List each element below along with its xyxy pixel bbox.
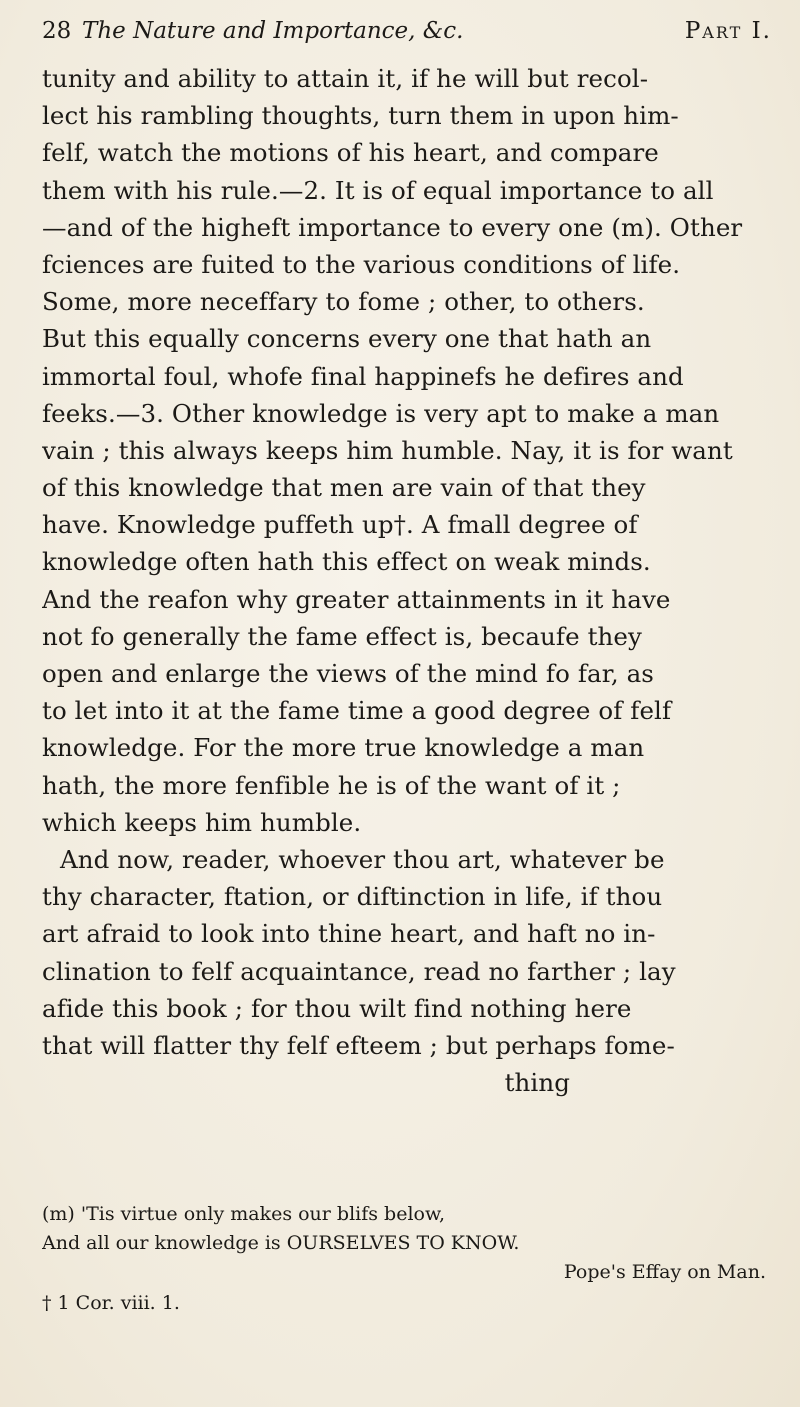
text-line: of this knowledge that men are vain of that they bbox=[42, 473, 646, 503]
text-line: —and of the higheft importance to every one (m). Other bbox=[42, 212, 743, 242]
text-line: immortal foul, whofe final happinefs he defires and bbox=[42, 361, 684, 391]
footnotes bbox=[42, 1200, 770, 1318]
text-line: which keeps him humble. bbox=[42, 807, 362, 837]
text-line: them with his rule.—2. It is of equal importance to all bbox=[42, 175, 714, 205]
body-text bbox=[42, 60, 770, 1101]
catchword: thing bbox=[504, 1068, 570, 1098]
text-line: felf, watch the motions of his heart, and compare bbox=[42, 138, 659, 168]
footnote-m-source: Pope's Effay on Man. bbox=[563, 1261, 766, 1283]
text-line: to let into it at the fame time a good degree of felf bbox=[42, 696, 672, 726]
footnote-m-line: (m) 'Tis virtue only makes our blifs below, bbox=[42, 1203, 446, 1225]
text-line: And the reafon why greater attainments in it have bbox=[42, 584, 671, 614]
running-title: The Nature and Importance, &c. bbox=[82, 18, 464, 44]
page-number: 28 bbox=[42, 18, 72, 44]
text-line: afide this book ; for thou wilt find nothing here bbox=[42, 993, 632, 1023]
footnote-dagger: † 1 Cor. viii. 1. bbox=[42, 1292, 180, 1314]
text-line: knowledge. For the more true knowledge a man bbox=[42, 733, 645, 763]
text-line: Some, more neceffary to fome ; other, to others. bbox=[42, 287, 645, 317]
text-line: art afraid to look into thine heart, and haft no in- bbox=[42, 919, 656, 949]
text-line: thy character, ftation, or diftinction in life, if thou bbox=[42, 882, 663, 912]
text-line: lect his rambling thoughts, turn them in upon him- bbox=[42, 101, 679, 131]
text-line: tunity and ability to attain it, if he will but recol- bbox=[42, 64, 649, 93]
text-line: vain ; this always keeps him humble. Nay, it is for want bbox=[42, 435, 733, 465]
text-line: clination to felf acquaintance, read no farther ; lay bbox=[42, 956, 676, 986]
text-line: feeks.—3. Other knowledge is very apt to make a man bbox=[42, 398, 720, 428]
text-line: have. Knowledge puffeth up†. A fmall degree of bbox=[42, 510, 638, 540]
text-line: hath, the more fenfible he is of the want of it ; bbox=[42, 770, 621, 800]
text-line: fciences are fuited to the various conditions of life. bbox=[42, 249, 681, 279]
section-label: Part I. bbox=[684, 18, 772, 44]
footnote-m-line: And all our knowledge is OURSELVES TO KNOW. bbox=[42, 1232, 520, 1254]
text-line: But this equally concerns every one that hath an bbox=[42, 324, 652, 354]
text-line: that will flatter thy felf efteem ; but perhaps fome- bbox=[42, 1030, 675, 1060]
text-line: not fo generally the fame effect is, becaufe they bbox=[42, 621, 642, 651]
text-line: And now, reader, whoever thou art, whatever be bbox=[60, 844, 665, 874]
text-line: open and enlarge the views of the mind fo far, as bbox=[42, 659, 654, 688]
text-line: knowledge often hath this effect on weak minds. bbox=[42, 547, 651, 577]
page-header bbox=[42, 18, 772, 48]
